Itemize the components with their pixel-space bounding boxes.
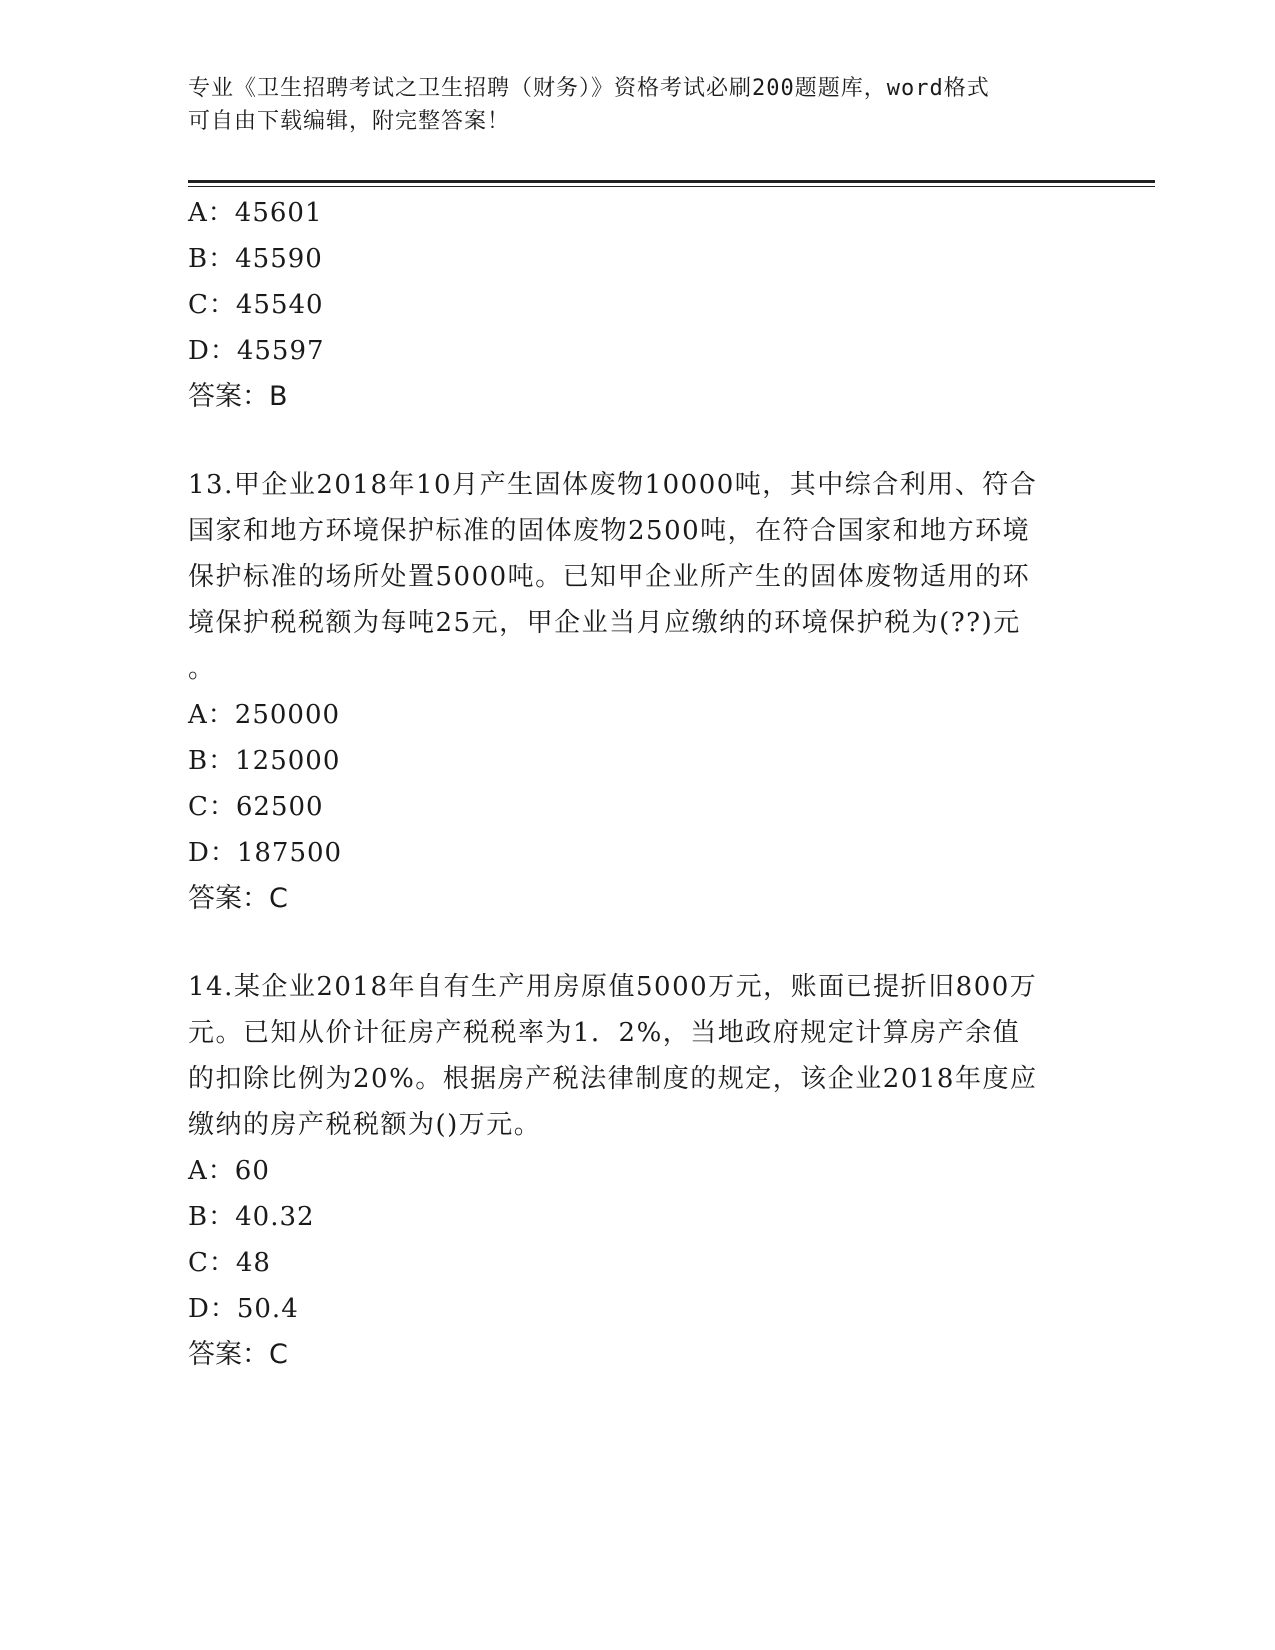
spacer <box>188 420 1088 462</box>
question-stem <box>188 462 1088 692</box>
option-b: B：40.32 <box>188 1202 315 1232</box>
stem-line: 境保护税税额为每吨25元，甲企业当月应缴纳的环境保护税为(??)元 <box>188 608 1021 638</box>
option-b: B：125000 <box>188 746 341 776</box>
stem-line: 的扣除比例为20%。根据房产税法律制度的规定，该企业2018年度应 <box>188 1064 1038 1094</box>
header-line-2: 可自由下载编辑，附完整答案！ <box>188 109 511 134</box>
option-a: A：60 <box>188 1156 270 1186</box>
option-c: C：45540 <box>188 290 324 320</box>
header-line-1: 专业《卫生招聘考试之卫生招聘（财务）》资格考试必刷200题题库，word格式 <box>188 76 990 101</box>
option-d: D：50.4 <box>188 1294 299 1324</box>
question-stem <box>188 964 1088 1148</box>
stem-line: 缴纳的房产税税额为()万元。 <box>188 1110 542 1140</box>
option-d: D：45597 <box>188 336 325 366</box>
answer-line: 答案：B <box>188 381 288 412</box>
stem-line: 。 <box>188 654 216 684</box>
question-12 <box>188 190 1088 420</box>
answer-line: 答案：C <box>188 883 288 914</box>
option-b: B：45590 <box>188 244 323 274</box>
question-13 <box>188 462 1088 922</box>
option-a: A：250000 <box>188 700 341 730</box>
option-c: C：62500 <box>188 792 324 822</box>
header-divider-thin <box>188 186 1155 187</box>
stem-line: 13.甲企业2018年10月产生固体废物10000吨，其中综合利用、符合 <box>188 470 1038 500</box>
stem-line: 14.某企业2018年自有生产用房原值5000万元，账面已提折旧800万 <box>188 972 1038 1002</box>
question-14 <box>188 964 1088 1378</box>
answer-line: 答案：C <box>188 1339 288 1370</box>
stem-line: 保护标准的场所处置5000吨。已知甲企业所产生的固体废物适用的环 <box>188 562 1031 592</box>
spacer <box>188 922 1088 964</box>
stem-line: 元。已知从价计征房产税税率为1．2%，当地政府规定计算房产余值 <box>188 1018 1021 1048</box>
option-a: A：45601 <box>188 198 323 228</box>
option-d: D：187500 <box>188 838 343 868</box>
header-divider-thick <box>188 180 1155 183</box>
option-c: C：48 <box>188 1248 271 1278</box>
question-list <box>188 190 1088 1378</box>
stem-line: 国家和地方环境保护标准的固体废物2500吨，在符合国家和地方环境 <box>188 516 1031 546</box>
page-header <box>188 72 1088 138</box>
